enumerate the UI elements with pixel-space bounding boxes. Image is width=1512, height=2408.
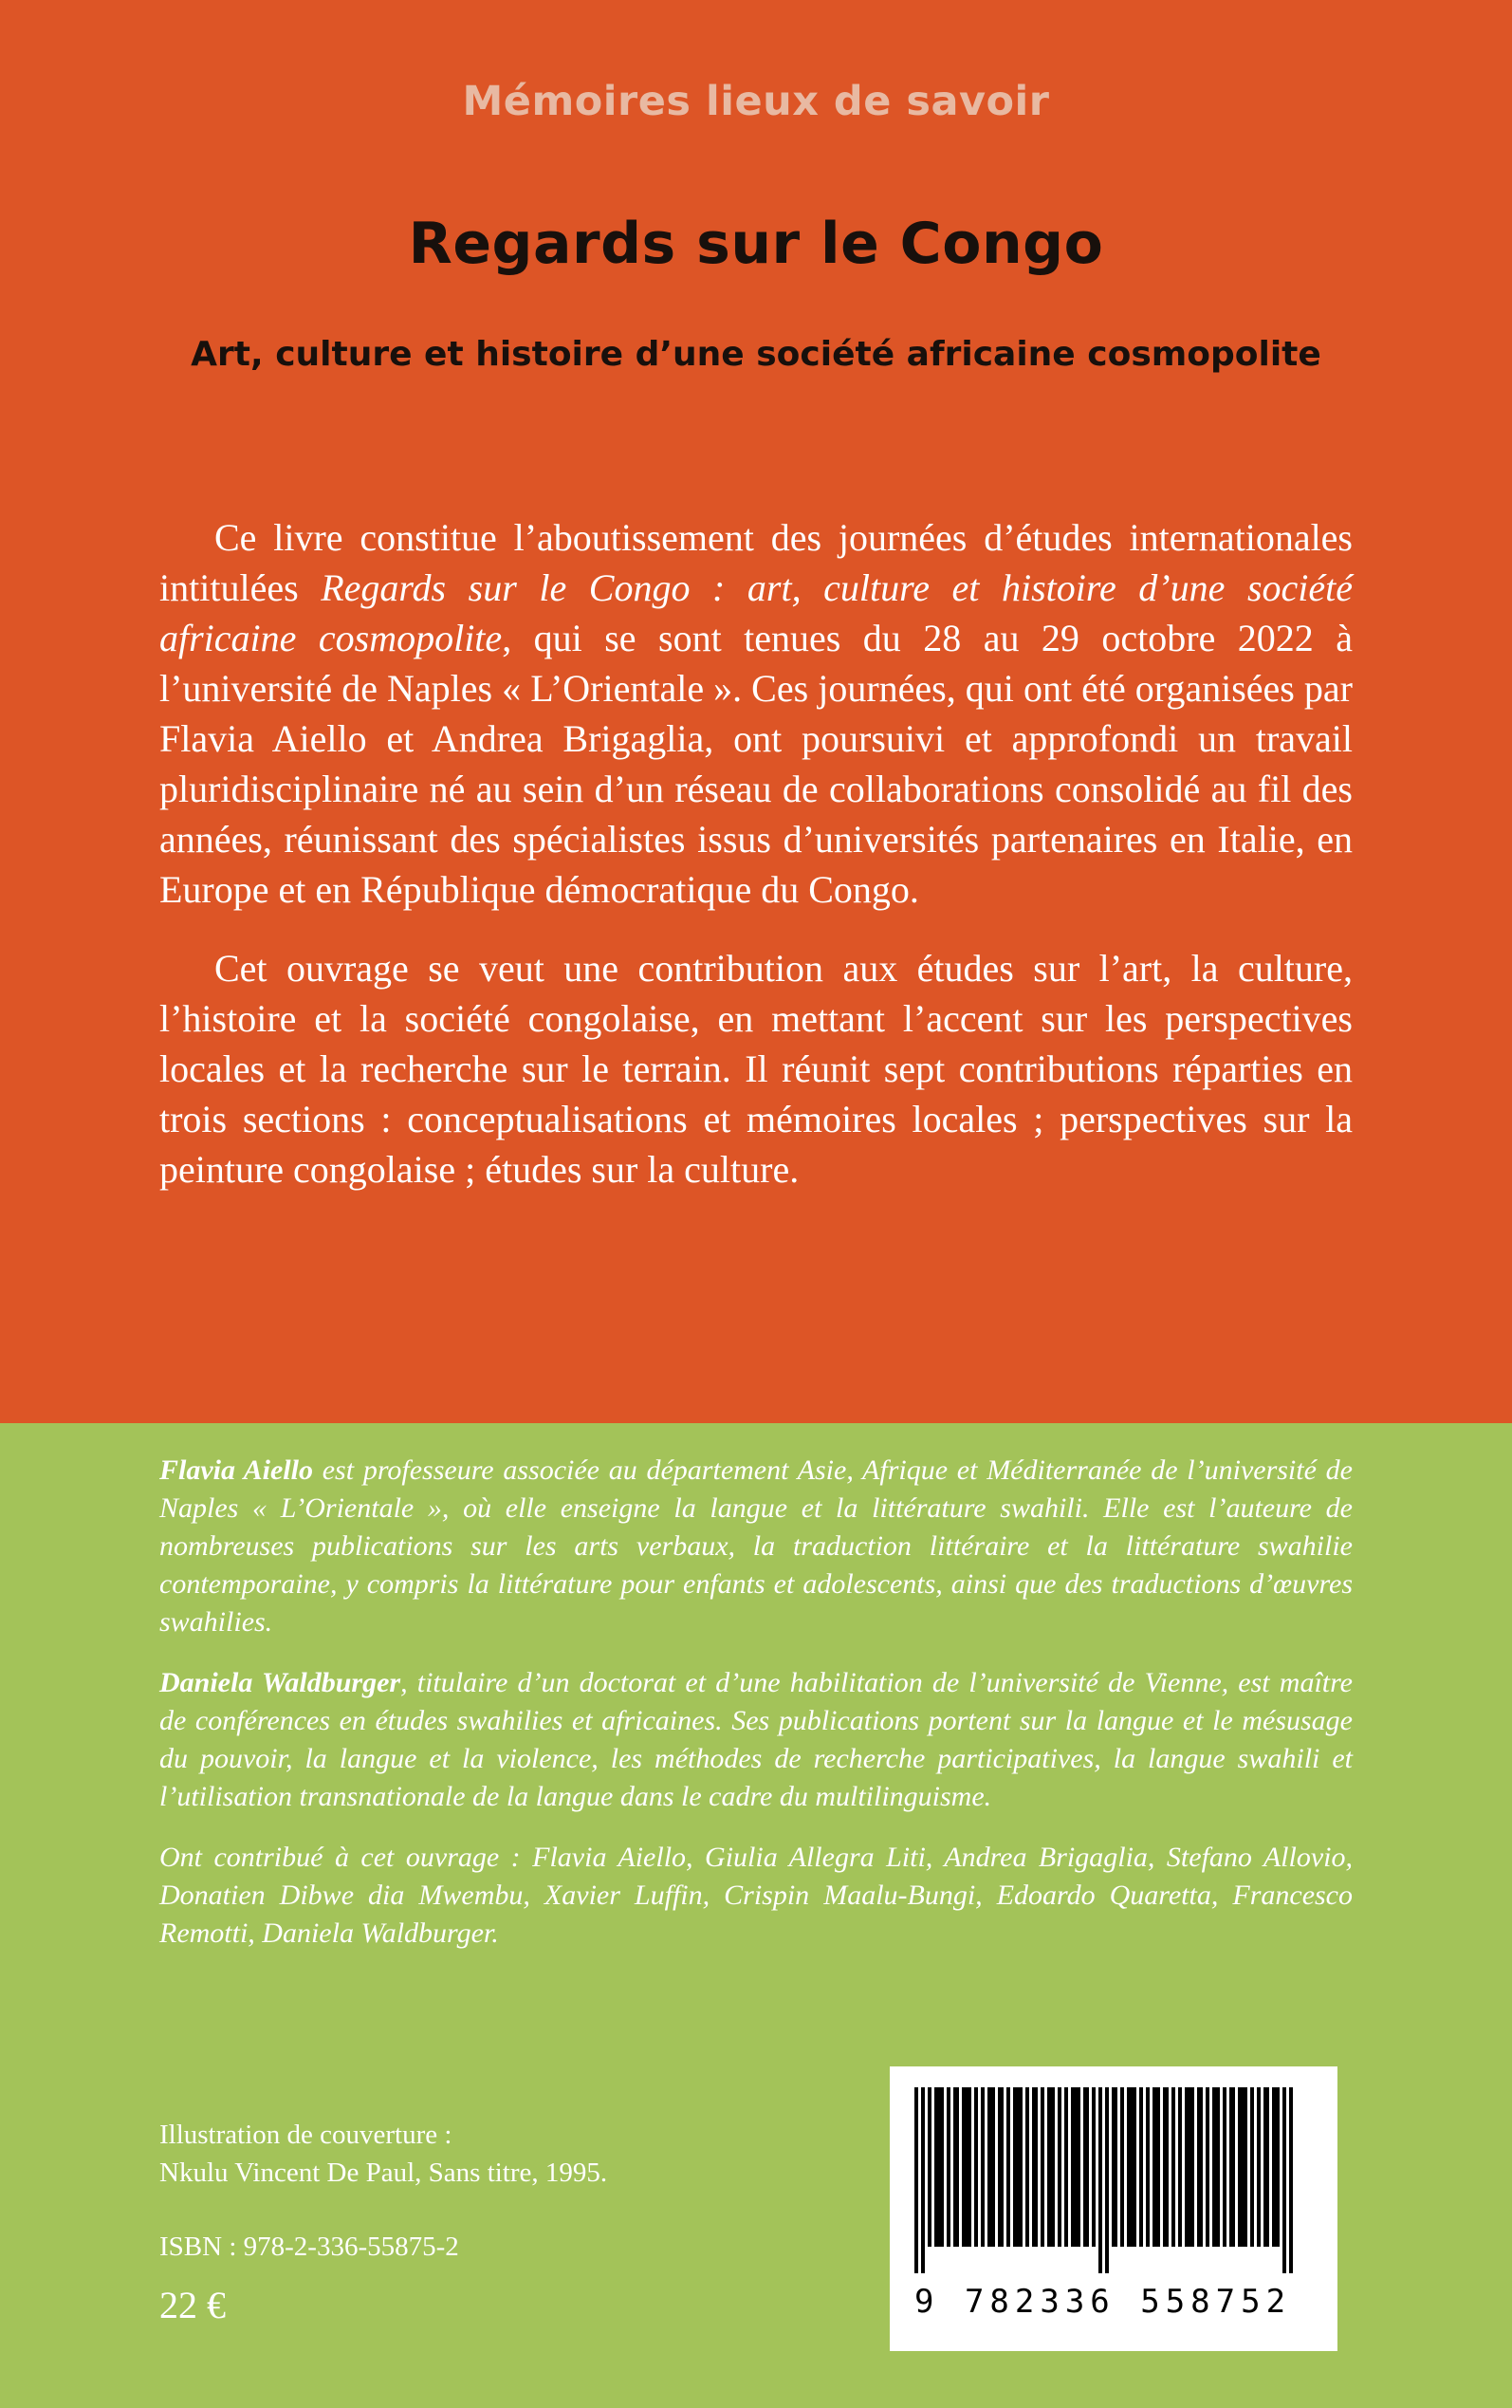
footer-info [159,2116,880,2325]
contributors-list: Ont contribué à cet ouvrage : Flavia Aiello, Giulia Allegra Liti, Andrea Brigaglia, Stefano Allovio, Donatien Dibwe dia Mwembu, Xavier Luffin, Crispin Maalu-Bungi, Edoardo Quaretta, Francesco Remotti, Daniela Waldburger. [159,1842,1353,1949]
series-title: Mémoires lieux de savoir [462,78,1050,125]
blurb-segment: Ce livre constitue l’aboutissement des journées d’études internationales intitulées [159,516,1353,609]
author-bio-2 [159,1664,1353,1816]
blurb-text [159,512,1353,1195]
author-bio-text: , titulaire d’un doctorat et d’une habilitation de l’université de Vienne, est maître de conférences en études swahilies et africaines. Ses publications portent sur la langue et le mésusage du pouvoir, la langue et la violence, les méthodes de recherche participatives, la langue swahili et l’utilisation transnationale de la langue dans le cadre du multilinguisme. [159,1667,1353,1812]
blurb-segment: Cet ouvrage se veut une contribution aux études sur l’art, la culture, l’histoire et la société congolaise, en mettant l’accent sur les perspectives locales et la recherche sur le terrain. Il réunit sept contributions réparties en trois sections : conceptualisations et mémoires locales ; perspectives sur la peinture congolaise ; études sur la culture. [159,947,1353,1191]
author-bio-text: est professeure associée au département Asie, Afrique et Méditerranée de l’université de Naples « L’Orientale », où elle enseigne la langue et la littérature swahili. Elle est l’auteure de nombreuses publications sur les arts verbaux, la traduction littéraire et la littérature swahilie contemporaine, y compris la littérature pour enfants et adolescents, ainsi que des traductions d’œuvres swahilies. [159,1454,1353,1638]
author-name: Daniela Waldburger [159,1667,401,1698]
cover-illustration-credit: Nkulu Vincent De Paul, Sans titre, 1995. [159,2158,608,2188]
cover-illustration-label: Illustration de couverture : [159,2120,452,2150]
barcode-bars [914,2087,1313,2273]
author-name: Flavia Aiello [159,1454,313,1486]
blurb-paragraph-1 [159,512,1353,915]
blurb-segment: , qui se sont tenues du 28 au 29 octobre 2022 à l’université de Naples « L’Orientale ». Ces journées, qui ont été organisées par Flavia Aiello et Andrea Brigaglia, ont poursuivi et approfondi un travail pluridisciplinaire né au sein d’un réseau de collaborations consolidé au fil des années, réunissant des spécialistes issus d’universités partenaires en Italie, en Europe et en République démocratique du Congo. [159,617,1354,911]
blurb-paragraph-2 [159,943,1353,1195]
isbn-text: ISBN : 978-2-336-55875-2 [159,2232,459,2262]
barcode [890,2066,1337,2351]
price-text: 22 € [159,2284,226,2326]
blurb-segment-italic: Regards sur le Congo : art, culture et histoire d’une société africaine cosmopolite [159,566,1353,659]
author-bios [159,1452,1353,1975]
author-bio-1 [159,1452,1353,1641]
page-subtitle: Art, culture et histoire d’une société africaine cosmopolite [191,335,1321,374]
barcode-digits: 9 782336 558752 [914,2283,1292,2321]
page-title: Regards sur le Congo [408,211,1104,277]
